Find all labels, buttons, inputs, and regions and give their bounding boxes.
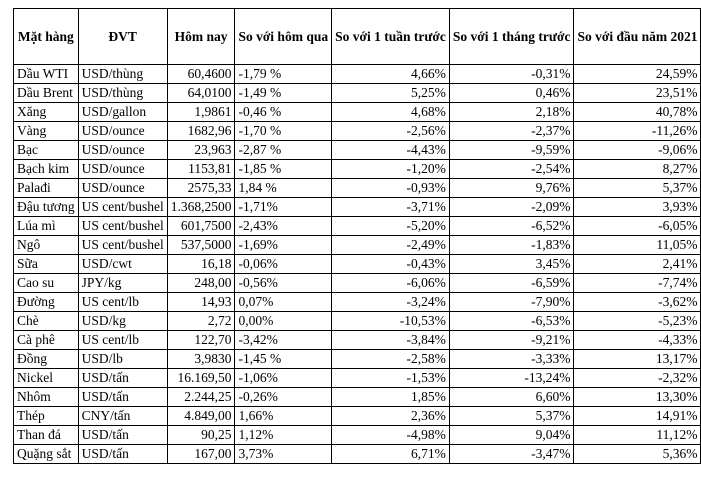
cell-vs-yesterday: -1,71%	[235, 198, 332, 217]
cell-unit: USD/cwt	[78, 255, 167, 274]
cell-commodity: Bạc	[14, 141, 79, 160]
cell-vs-month: -6,52%	[449, 217, 574, 236]
table-body	[14, 65, 701, 464]
cell-unit: USD/kg	[78, 312, 167, 331]
cell-vs-month: -2,37%	[449, 122, 574, 141]
cell-unit: US cent/lb	[78, 331, 167, 350]
table-row	[14, 122, 701, 141]
cell-vs-week: -2,49%	[332, 236, 450, 255]
cell-vs-week: -2,56%	[332, 122, 450, 141]
table-row	[14, 65, 701, 84]
cell-today: 2575,33	[167, 179, 235, 198]
cell-vs-yesterday: 0,07%	[235, 293, 332, 312]
cell-vs-year-start: -11,26%	[574, 122, 701, 141]
cell-vs-month: -3,33%	[449, 350, 574, 369]
cell-vs-month: 9,76%	[449, 179, 574, 198]
cell-commodity: Bạch kim	[14, 160, 79, 179]
cell-commodity: Cà phê	[14, 331, 79, 350]
cell-vs-month: 3,45%	[449, 255, 574, 274]
cell-unit: US cent/bushel	[78, 198, 167, 217]
cell-vs-week: -4,43%	[332, 141, 450, 160]
cell-commodity: Đường	[14, 293, 79, 312]
cell-vs-yesterday: 1,66%	[235, 407, 332, 426]
commodity-price-table	[13, 8, 701, 464]
cell-commodity: Cao su	[14, 274, 79, 293]
cell-vs-year-start: 2,41%	[574, 255, 701, 274]
cell-unit: USD/gallon	[78, 103, 167, 122]
cell-unit: USD/tấn	[78, 426, 167, 445]
cell-vs-week: -3,24%	[332, 293, 450, 312]
cell-unit: USD/tấn	[78, 388, 167, 407]
cell-commodity: Thép	[14, 407, 79, 426]
cell-vs-month: -13,24%	[449, 369, 574, 388]
cell-vs-year-start: 14,91%	[574, 407, 701, 426]
cell-vs-year-start: -2,32%	[574, 369, 701, 388]
cell-commodity: Vàng	[14, 122, 79, 141]
cell-vs-yesterday: -2,43%	[235, 217, 332, 236]
cell-commodity: Dầu Brent	[14, 84, 79, 103]
cell-today: 1682,96	[167, 122, 235, 141]
cell-vs-year-start: 24,59%	[574, 65, 701, 84]
cell-vs-week: -3,71%	[332, 198, 450, 217]
cell-vs-month: -1,83%	[449, 236, 574, 255]
cell-vs-yesterday: -0,46 %	[235, 103, 332, 122]
table-row	[14, 160, 701, 179]
table-row	[14, 426, 701, 445]
table-row	[14, 369, 701, 388]
cell-vs-yesterday: -0,26%	[235, 388, 332, 407]
cell-vs-week: -2,58%	[332, 350, 450, 369]
cell-vs-month: -6,53%	[449, 312, 574, 331]
table-row	[14, 388, 701, 407]
table-row	[14, 445, 701, 464]
cell-vs-yesterday: -1,70 %	[235, 122, 332, 141]
cell-commodity: Than đá	[14, 426, 79, 445]
cell-commodity: Đồng	[14, 350, 79, 369]
cell-vs-month: -2,09%	[449, 198, 574, 217]
cell-today: 14,93	[167, 293, 235, 312]
table-row	[14, 217, 701, 236]
cell-vs-year-start: 8,27%	[574, 160, 701, 179]
cell-today: 16.169,50	[167, 369, 235, 388]
cell-vs-month: -0,31%	[449, 65, 574, 84]
table-row	[14, 84, 701, 103]
table-row	[14, 274, 701, 293]
cell-vs-week: 2,36%	[332, 407, 450, 426]
header-commodity: Mặt hàng	[14, 9, 79, 65]
cell-commodity: Quặng sắt	[14, 445, 79, 464]
cell-today: 3,9830	[167, 350, 235, 369]
cell-vs-month: 0,46%	[449, 84, 574, 103]
header-unit: ĐVT	[78, 9, 167, 65]
cell-commodity: Nhôm	[14, 388, 79, 407]
cell-commodity: Lúa mì	[14, 217, 79, 236]
cell-vs-yesterday: -0,06%	[235, 255, 332, 274]
cell-vs-yesterday: -1,69%	[235, 236, 332, 255]
cell-unit: CNY/tấn	[78, 407, 167, 426]
cell-today: 60,4600	[167, 65, 235, 84]
cell-unit: USD/ounce	[78, 179, 167, 198]
cell-unit: US cent/lb	[78, 293, 167, 312]
cell-unit: USD/tấn	[78, 445, 167, 464]
cell-vs-month: -3,47%	[449, 445, 574, 464]
header-vs-week: So với 1 tuần trước	[332, 9, 450, 65]
cell-vs-yesterday: -1,45 %	[235, 350, 332, 369]
cell-vs-yesterday: -1,85 %	[235, 160, 332, 179]
cell-today: 122,70	[167, 331, 235, 350]
cell-vs-week: -1,53%	[332, 369, 450, 388]
cell-today: 23,963	[167, 141, 235, 160]
cell-vs-year-start: 40,78%	[574, 103, 701, 122]
cell-commodity: Sữa	[14, 255, 79, 274]
cell-vs-month: -9,21%	[449, 331, 574, 350]
cell-vs-month: -6,59%	[449, 274, 574, 293]
cell-unit: USD/lb	[78, 350, 167, 369]
cell-unit: USD/ounce	[78, 122, 167, 141]
header-row	[14, 9, 701, 65]
cell-vs-year-start: 13,30%	[574, 388, 701, 407]
cell-unit: USD/ounce	[78, 160, 167, 179]
cell-today: 64,0100	[167, 84, 235, 103]
cell-commodity: Chè	[14, 312, 79, 331]
table-row	[14, 312, 701, 331]
cell-vs-month: 2,18%	[449, 103, 574, 122]
cell-vs-month: -7,90%	[449, 293, 574, 312]
cell-unit: USD/tấn	[78, 369, 167, 388]
cell-vs-week: -6,06%	[332, 274, 450, 293]
header-vs-yesterday: So với hôm qua	[235, 9, 332, 65]
cell-vs-week: -0,43%	[332, 255, 450, 274]
cell-vs-week: -1,20%	[332, 160, 450, 179]
cell-unit: JPY/kg	[78, 274, 167, 293]
cell-vs-year-start: 11,05%	[574, 236, 701, 255]
cell-today: 2,72	[167, 312, 235, 331]
cell-vs-year-start: 11,12%	[574, 426, 701, 445]
cell-vs-year-start: 3,93%	[574, 198, 701, 217]
cell-vs-year-start: -6,05%	[574, 217, 701, 236]
cell-vs-month: 6,60%	[449, 388, 574, 407]
cell-vs-week: -0,93%	[332, 179, 450, 198]
cell-commodity: Nickel	[14, 369, 79, 388]
cell-vs-year-start: -9,06%	[574, 141, 701, 160]
table-row	[14, 255, 701, 274]
cell-vs-week: -5,20%	[332, 217, 450, 236]
cell-vs-yesterday: 1,84 %	[235, 179, 332, 198]
cell-today: 90,25	[167, 426, 235, 445]
cell-vs-yesterday: -3,42%	[235, 331, 332, 350]
cell-vs-week: -3,84%	[332, 331, 450, 350]
cell-commodity: Palađi	[14, 179, 79, 198]
cell-today: 248,00	[167, 274, 235, 293]
cell-unit: USD/ounce	[78, 141, 167, 160]
cell-vs-yesterday: 1,12%	[235, 426, 332, 445]
cell-vs-yesterday: -0,56%	[235, 274, 332, 293]
header-vs-month: So với 1 tháng trước	[449, 9, 574, 65]
cell-commodity: Đậu tương	[14, 198, 79, 217]
table-row	[14, 179, 701, 198]
cell-vs-yesterday: -1,79 %	[235, 65, 332, 84]
cell-unit: US cent/bushel	[78, 236, 167, 255]
cell-today: 1,9861	[167, 103, 235, 122]
cell-vs-week: -10,53%	[332, 312, 450, 331]
cell-today: 16,18	[167, 255, 235, 274]
cell-vs-year-start: -4,33%	[574, 331, 701, 350]
cell-vs-year-start: -5,23%	[574, 312, 701, 331]
cell-vs-year-start: -3,62%	[574, 293, 701, 312]
cell-vs-month: 5,37%	[449, 407, 574, 426]
cell-unit: US cent/bushel	[78, 217, 167, 236]
cell-vs-year-start: 5,36%	[574, 445, 701, 464]
cell-today: 2.244,25	[167, 388, 235, 407]
cell-vs-week: 1,85%	[332, 388, 450, 407]
cell-unit: USD/thùng	[78, 65, 167, 84]
cell-vs-month: -2,54%	[449, 160, 574, 179]
table-row	[14, 293, 701, 312]
cell-vs-year-start: 5,37%	[574, 179, 701, 198]
cell-vs-week: 6,71%	[332, 445, 450, 464]
cell-today: 167,00	[167, 445, 235, 464]
cell-today: 1153,81	[167, 160, 235, 179]
table-row	[14, 103, 701, 122]
cell-today: 4.849,00	[167, 407, 235, 426]
cell-commodity: Dầu WTI	[14, 65, 79, 84]
cell-today: 601,7500	[167, 217, 235, 236]
cell-vs-yesterday: -1,49 %	[235, 84, 332, 103]
cell-unit: USD/thùng	[78, 84, 167, 103]
cell-vs-month: 9,04%	[449, 426, 574, 445]
table-row	[14, 350, 701, 369]
table-row	[14, 331, 701, 350]
header-vs-year-start: So với đầu năm 2021	[574, 9, 701, 65]
cell-commodity: Xăng	[14, 103, 79, 122]
cell-vs-year-start: 13,17%	[574, 350, 701, 369]
table-row	[14, 141, 701, 160]
cell-vs-yesterday: -2,87 %	[235, 141, 332, 160]
cell-vs-week: 5,25%	[332, 84, 450, 103]
cell-vs-yesterday: 3,73%	[235, 445, 332, 464]
header-today: Hôm nay	[167, 9, 235, 65]
cell-vs-month: -9,59%	[449, 141, 574, 160]
cell-vs-yesterday: -1,06%	[235, 369, 332, 388]
cell-vs-yesterday: 0,00%	[235, 312, 332, 331]
table-row	[14, 198, 701, 217]
table-row	[14, 236, 701, 255]
cell-today: 537,5000	[167, 236, 235, 255]
cell-vs-week: 4,68%	[332, 103, 450, 122]
cell-today: 1.368,2500	[167, 198, 235, 217]
cell-vs-year-start: -7,74%	[574, 274, 701, 293]
cell-vs-week: 4,66%	[332, 65, 450, 84]
cell-commodity: Ngô	[14, 236, 79, 255]
cell-vs-year-start: 23,51%	[574, 84, 701, 103]
table-row	[14, 407, 701, 426]
cell-vs-week: -4,98%	[332, 426, 450, 445]
